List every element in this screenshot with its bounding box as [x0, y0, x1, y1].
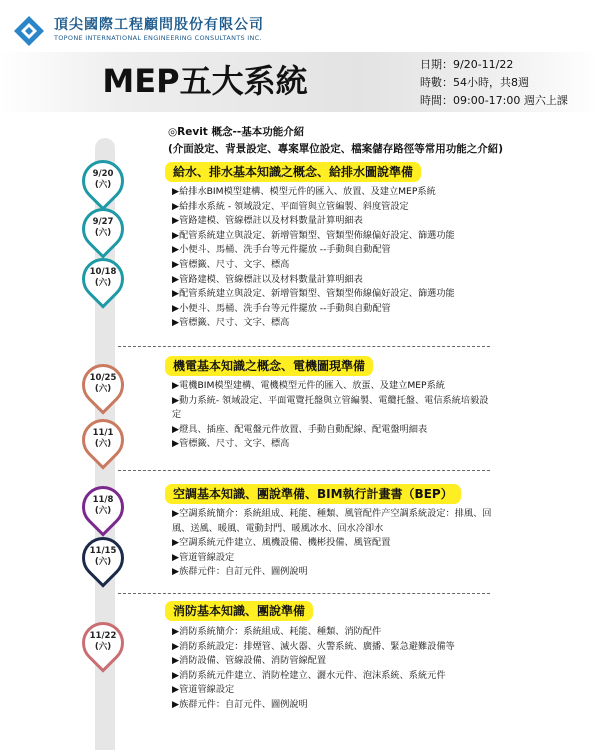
list-item: ▶小便斗、馬桶、洗手台等元件擺放 --手動與自動配管: [172, 302, 391, 314]
list-item: ▶管道管線設定: [172, 684, 235, 696]
timeline-weekday: (六): [94, 642, 112, 652]
timeline-date-label: [81, 428, 125, 450]
timeline-weekday: (六): [94, 278, 112, 288]
section-items-plumbing: [172, 185, 492, 331]
timeline-date-label: [81, 546, 125, 568]
list-item: ▶管標籤、尺寸、文字、標高: [172, 317, 290, 329]
timeline-date-label: [81, 495, 125, 517]
section-items-electrical: [172, 379, 490, 452]
section-title-electrical: 機電基本知識之概念、電機圖現準備: [165, 356, 373, 376]
timeline-weekday: (六): [94, 557, 112, 567]
list-item: ▶配管系統建立與設定、新增管類型、管類型佈線偏好設定、篩選功能: [172, 229, 455, 241]
list-item: ▶族群元件：自訂元件、圖例說明: [172, 566, 308, 578]
timeline-date-label: [81, 373, 125, 395]
timeline-date: 10/25: [89, 373, 117, 383]
list-item: ▶電機BIM模型建構、電機模型元件的匯入、放蛋、及建立MEP系統: [172, 380, 445, 391]
course-info: [420, 56, 568, 110]
intro-line-1: ◎Revit 概念--基本功能介紹: [168, 126, 305, 138]
list-item: ▶小便斗、馬桶、洗手台等元件擺放 --手動與自動配管: [172, 244, 391, 256]
intro-text: [168, 124, 503, 158]
timeline-date: 9/20: [92, 169, 114, 179]
section-divider: [118, 346, 490, 347]
intro-line-2: (介面設定、背景設定、專案單位設定、檔案儲存路徑等常用功能之介紹): [168, 143, 504, 155]
list-item: ▶給排水系統 - 領域設定、平面管與立管編製、斜度管設定: [172, 200, 409, 212]
section-items-hvac: [172, 507, 494, 580]
timeline-date: 10/18: [89, 267, 117, 277]
list-item: ▶管路建模、管線標註以及材料數量計算明細表: [172, 215, 363, 227]
list-item: ▶給排水BIM模型建構、模型元件的匯入、放置、及建立MEP系統: [172, 186, 436, 197]
list-item: ▶管標籤、尺寸、文字、標高: [172, 438, 290, 450]
timeline-date-label: [81, 631, 125, 653]
timeline-date: 11/22: [89, 631, 117, 641]
list-item: ▶消防系統簡介：系統組成、耗能、種類、消防配件: [172, 626, 382, 637]
timeline-date: 11/15: [89, 546, 117, 556]
company-header: [12, 8, 312, 48]
section-divider: [118, 470, 490, 471]
timeline-weekday: (六): [94, 384, 112, 394]
timeline-weekday: (六): [94, 439, 112, 449]
timeline-date: 11/8: [92, 495, 114, 505]
list-item: ▶消防系統設定：排煙管、滅火器、火警系統、廣播、緊急避難設備等: [172, 640, 455, 652]
list-item: ▶空調系統元件建立、風機設備、機彬投備、風管配置: [172, 537, 391, 549]
list-item: ▶動力系統- 領域設定、平面電覽托盤與立管編製、電纜托盤、電信系統培毅設定: [172, 394, 489, 421]
section-title-fire: 消防基本知識、團說準備: [165, 601, 313, 621]
timeline-weekday: (六): [94, 506, 112, 516]
section-title-hvac: 空調基本知識、團說準備、BIM執行計畫書（BEP）: [165, 484, 461, 504]
list-item: ▶消防設備、管線設備、消防管線配置: [172, 655, 327, 667]
page-title: MEP五大系統: [102, 62, 308, 100]
list-item: ▶管標籤、尺寸、文字、標高: [172, 258, 290, 270]
timeline-date-label: [81, 217, 125, 239]
section-items-fire: [172, 625, 492, 713]
timeline-date: 9/27: [92, 217, 114, 227]
course-date: 日期：9/20-11/22: [420, 58, 514, 71]
list-item: ▶管道管線設定: [172, 551, 235, 563]
list-item: ▶消防系統元件建立、消防栓建立、灑水元件、泡沫系統、系統元件: [172, 669, 446, 681]
company-logo-icon: [12, 14, 46, 48]
company-name: 頂尖國際工程顧問股份有限公司: [54, 17, 264, 33]
course-hours: 時數：54小時，共8週: [420, 76, 529, 89]
list-item: ▶燈具、插座、配電盤元件放置、手動自動配線、配電盤明細表: [172, 423, 428, 435]
timeline-date: 11/1: [92, 428, 114, 438]
timeline-weekday: (六): [94, 180, 112, 190]
list-item: ▶管路建模、管線標註以及材料數量計算明細表: [172, 273, 363, 285]
timeline-weekday: (六): [94, 228, 112, 238]
timeline-date-label: [81, 169, 125, 191]
list-item: ▶族群元件：自訂元件、圖例說明: [172, 698, 308, 710]
list-item: ▶配管系統建立與設定、新增管類型、管類型佈線偏好設定、篩選功能: [172, 288, 455, 300]
list-item: ▶空調系統簡介：系統組成、耗能、種類、風管配件产空調系統設定：排風、回風、送風、暖風、電動封門、暖風冰水、回水冷卻水: [172, 508, 492, 534]
section-title-plumbing: 給水、排水基本知識之概念、給排水圖說準備: [165, 162, 421, 182]
company-name-en: TOPONE INTERNATIONAL ENGINEERING CONSULTANTS INC.: [54, 34, 262, 42]
course-time: 時間：09:00-17:00 週六上課: [420, 94, 568, 107]
timeline-date-label: [81, 267, 125, 289]
section-divider: [118, 593, 490, 594]
